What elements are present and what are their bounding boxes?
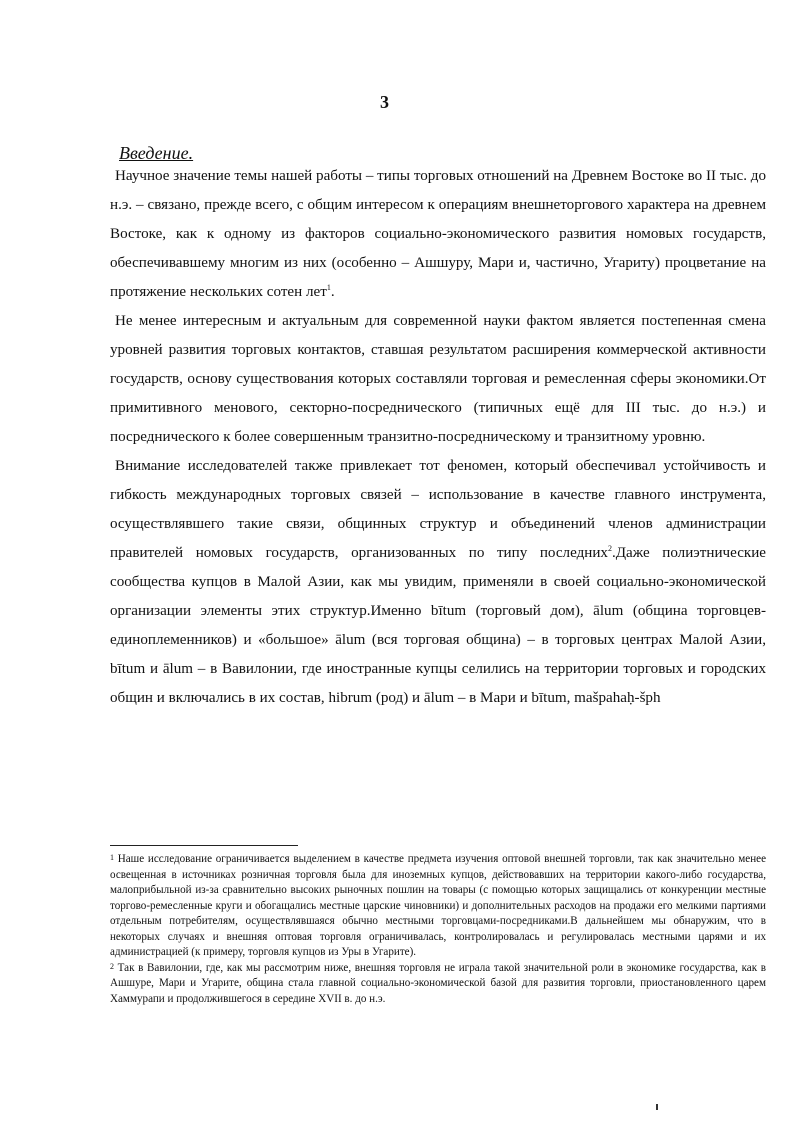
main-text bbox=[110, 162, 766, 713]
footnote-1 bbox=[110, 852, 766, 961]
section-title: Введение. bbox=[119, 143, 194, 163]
footnote-divider bbox=[110, 845, 298, 846]
footnotes bbox=[110, 852, 766, 1007]
paragraph-1 bbox=[110, 162, 766, 307]
footnote-ref-2: 2 bbox=[607, 543, 612, 553]
paragraph-3-text-after: .Даже полиэтнические сообщества купцов в Малой Азии, как мы увидим, применяли в своей социально-экономической организации элементы этих структур.Именно bītum (торговый дом), ālum (община торговцев-единоплеменников) и «большое» ālum (вся торговая община) – в торговых центрах Малой Азии, bītum и ālum – в Вавилонии, где иностранные купцы селились на территории торговых и городских общин и включались в их состав, hibrum (род) и ālum – в Мари и bītum, mašpahaḥ-šph bbox=[110, 545, 766, 706]
footnote-2-text: Так в Вавилонии, где, как мы рассмотрим ниже, внешняя торговля не играла такой значительной роли в экономике государства, как в Ашшуре, Мари и Угарите, община стала главной социально-экономической базой для развития торговли, приостановленного царем Хаммурапи и продолжившегося в середине XVII в. до н.э. bbox=[110, 961, 766, 1005]
paragraph-3-text: Внимание исследователей также привлекает тот феномен, который обеспечивал устойчивость и гибкость международных торговых связей – использование в качестве главного инструмента, осуществлявшего такие связи, общинных структур и объединений членов администрации правителей номовых государств, организованных по типу последних bbox=[110, 458, 766, 561]
paragraph-1-text: Научное значение темы нашей работы – типы торговых отношений на Древнем Востоке во II тыс. до н.э. – связано, прежде всего, с общим интересом к операциям внешнеторгового характера на древнем Востоке, как к одному из факторов социально-экономического развития номовых государств, обеспечивавшему многим из них (особенно – Ашшуру, Мари и, частично, Угариту) процветание на протяжение нескольких сотен лет bbox=[110, 168, 766, 300]
footnote-ref-1: 1 bbox=[326, 282, 331, 292]
footnote-1-text: Наше исследование ограничивается выделением в качестве предмета изучения оптовой внешней торговли, так как значительно менее освещенная в источниках розничная торговля была для иноземных купцов, действовавших на территории какого-либо государства, малоприбыльной из-за сравнительно высоких рыночных пошлин на товары (с помощью которых защищались от конкуренции местные торгово-ремесленные круги и обогащались местные царские чиновники) и дополнительных расходов на продажи его мелкими партиями отдельным потребителям, осуществлявшаяся обычно местными торговцами-посредниками.В дальнейшем мы обнаружим, что в некоторых случаях и внешняя оптовая торговля ограничивалась, контролировалась и регулировалась местными царями и их администрацией (к примеру, торговля купцов из Уры в Угарите). bbox=[110, 853, 766, 958]
paragraph-2 bbox=[110, 307, 766, 452]
paragraph-1-end: . bbox=[330, 284, 335, 300]
footnote-2-marker: 2 bbox=[110, 961, 114, 971]
paragraph-2-text: Не менее интересным и актуальным для современной науки фактом является постепенная смена уровней развития торговых контактов, ставшая результатом расширения коммерческой активности государств, основу существования которых составляли торговая и ремесленная сферы экономики.От примитивного менового, секторно-посреднического (типичных ещё для III тыс. до н.э.) и посреднического к более совершенным транзитно-посредническому и транзитному уровню. bbox=[110, 313, 766, 445]
scan-mark bbox=[656, 1104, 658, 1110]
footnote-2 bbox=[110, 961, 766, 1008]
page-number: 3 bbox=[380, 92, 389, 112]
footnote-1-marker: 1 bbox=[110, 853, 114, 862]
paragraph-3 bbox=[110, 452, 766, 713]
